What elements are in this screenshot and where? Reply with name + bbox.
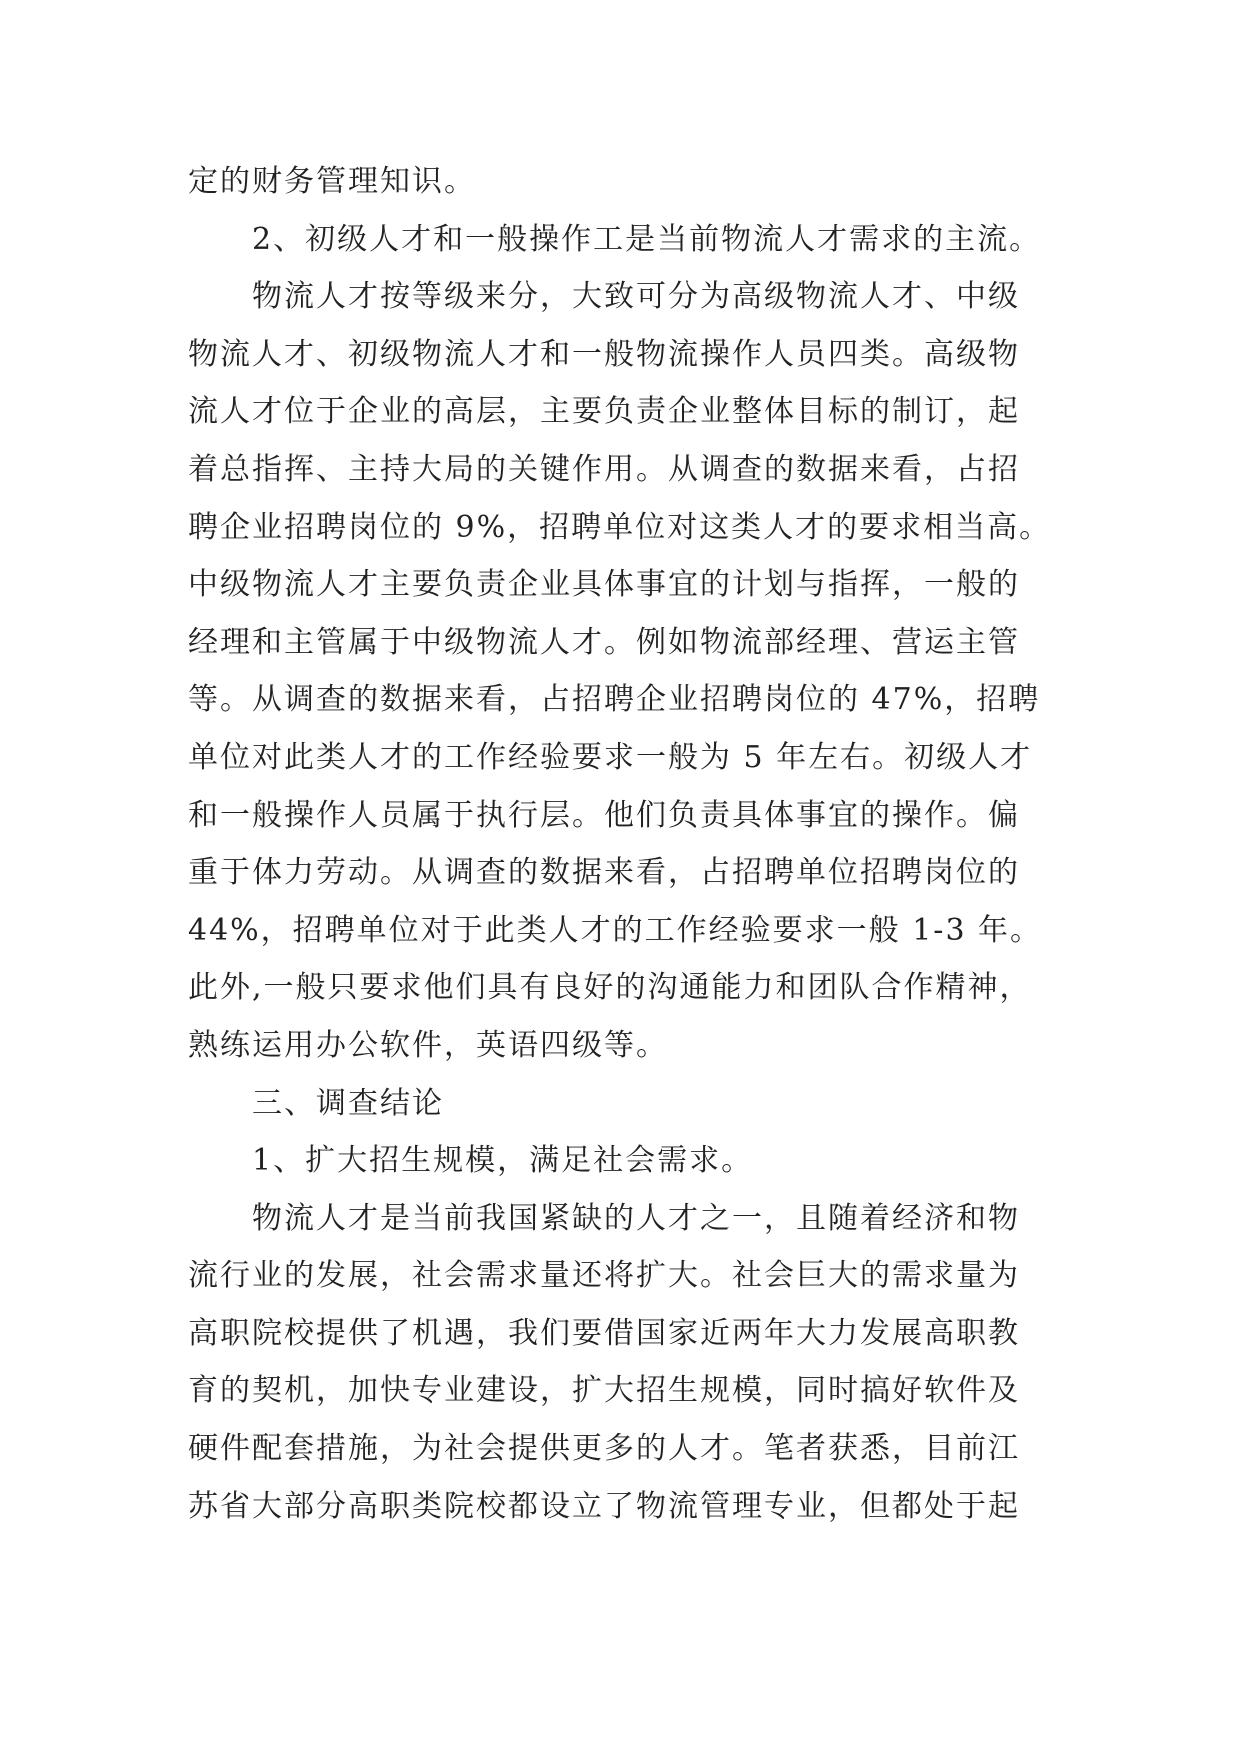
text-line: 聘企业招聘岗位的 9%，招聘单位对这类人才的要求相当高。 bbox=[188, 509, 1052, 545]
text-line: 熟练运用办公软件，英语四级等。 bbox=[188, 1027, 668, 1063]
text-line: 硬件配套措施，为社会提供更多的人才。笔者获悉，目前江 bbox=[188, 1431, 1020, 1467]
text-line: 苏省大部分高职类院校都设立了物流管理专业，但都处于起 bbox=[188, 1488, 1020, 1524]
text-line: 着总指挥、主持大局的关键作用。从调查的数据来看，占招 bbox=[188, 451, 1020, 487]
text-line: 1、扩大招生规模，满足社会需求。 bbox=[252, 1143, 754, 1179]
text-line: 2、初级人才和一般操作工是当前物流人才需求的主流。 bbox=[252, 221, 1042, 257]
text-line: 物流人才是当前我国紧缺的人才之一，且随着经济和物 bbox=[252, 1200, 1020, 1236]
text-line: 重于体力劳动。从调查的数据来看，占招聘单位招聘岗位的 bbox=[188, 855, 1020, 891]
text-line: 经理和主管属于中级物流人才。例如物流部经理、营运主管 bbox=[188, 624, 1020, 660]
text-line: 和一般操作人员属于执行层。他们负责具体事宜的操作。偏 bbox=[188, 797, 1020, 833]
text-line: 流人才位于企业的高层，主要负责企业整体目标的制订，起 bbox=[188, 394, 1020, 430]
text-line: 单位对此类人才的工作经验要求一般为 5 年左右。初级人才 bbox=[188, 739, 1033, 775]
document-body bbox=[188, 153, 1068, 1535]
text-line: 流行业的发展，社会需求量还将扩大。社会巨大的需求量为 bbox=[188, 1258, 1020, 1294]
text-line: 此外,一般只要求他们具有良好的沟通能力和团队合作精神， bbox=[188, 970, 1032, 1006]
text-line: 物流人才按等级来分，大致可分为高级物流人才、中级 bbox=[252, 279, 1020, 315]
text-line: 中级物流人才主要负责企业具体事宜的计划与指挥，一般的 bbox=[188, 567, 1020, 603]
text-line: 育的契机，加快专业建设，扩大招生规模，同时搞好软件及 bbox=[188, 1373, 1020, 1409]
text-line: 物流人才、初级物流人才和一般物流操作人员四类。高级物 bbox=[188, 336, 1020, 372]
text-line: 定的财务管理知识。 bbox=[188, 164, 476, 199]
text-line: 44%，招聘单位对于此类人才的工作经验要求一般 1-3 年。 bbox=[188, 912, 1043, 948]
text-line: 三、调查结论 bbox=[252, 1085, 444, 1121]
text-line: 等。从调查的数据来看，占招聘企业招聘岗位的 47%，招聘 bbox=[188, 682, 1041, 718]
text-line: 高职院校提供了机遇，我们要借国家近两年大力发展高职教 bbox=[188, 1315, 1020, 1351]
